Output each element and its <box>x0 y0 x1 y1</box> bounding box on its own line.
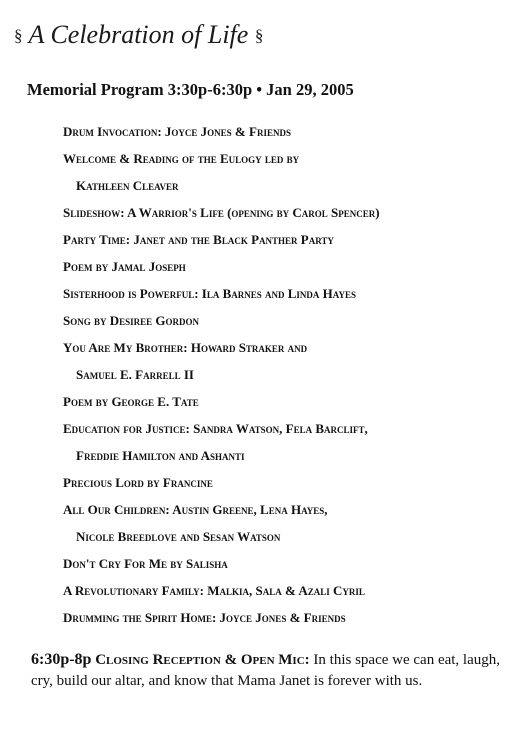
program-item: Precious Lord by Francine <box>63 475 213 490</box>
program-item: Party Time: Janet and the Black Panther Party <box>63 232 334 247</box>
program-item: Slideshow: A Warrior's Life (opening by Carol Spencer) <box>63 205 380 220</box>
program-item: Education for Justice: Sandra Watson, Fela Barclift, <box>63 421 368 436</box>
closing-paragraph <box>31 650 501 691</box>
title-text: A Celebration of Life <box>28 20 249 49</box>
closing-text: In this space we can eat, laugh, cry, build our altar, and know that Mama Janet is forever with us. <box>31 652 500 689</box>
program-item-continued: Kathleen Cleaver <box>76 178 179 193</box>
program-item: A Revolutionary Family: Malkia, Sala & Azali Cyril <box>63 583 365 598</box>
program-item: Song by Desiree Gordon <box>63 313 199 328</box>
program-item: Drumming the Spirit Home: Joyce Jones & Friends <box>63 610 346 625</box>
program-item: Poem by George E. Tate <box>63 394 199 409</box>
program-item-continued: Freddie Hamilton and Ashanti <box>76 448 245 463</box>
program-item: Poem by Jamal Joseph <box>63 259 186 274</box>
section-mark-end: § <box>254 26 264 45</box>
program-item: Sisterhood is Powerful: Ila Barnes and Linda Hayes <box>63 286 356 301</box>
program-item-continued: Samuel E. Farrell II <box>76 367 194 382</box>
program-subtitle: Memorial Program 3:30p-6:30p • Jan 29, 2005 <box>27 80 354 99</box>
section-mark: § <box>14 26 23 45</box>
program-item: Welcome & Reading of the Eulogy led by <box>63 151 300 166</box>
program-list <box>63 124 503 637</box>
program-item: Don't Cry For Me by Salisha <box>63 556 228 571</box>
program-title <box>14 20 263 50</box>
program-item: You Are My Brother: Howard Straker and <box>63 340 308 355</box>
closing-label: Closing Reception & Open Mic: <box>95 652 310 668</box>
program-item: All Our Children: Austin Greene, Lena Hayes, <box>63 502 328 517</box>
program-item-continued: Nicole Breedlove and Sesan Watson <box>76 529 281 544</box>
program-item: Drum Invocation: Joyce Jones & Friends <box>63 124 291 139</box>
closing-time: 6:30p-8p <box>31 651 92 668</box>
